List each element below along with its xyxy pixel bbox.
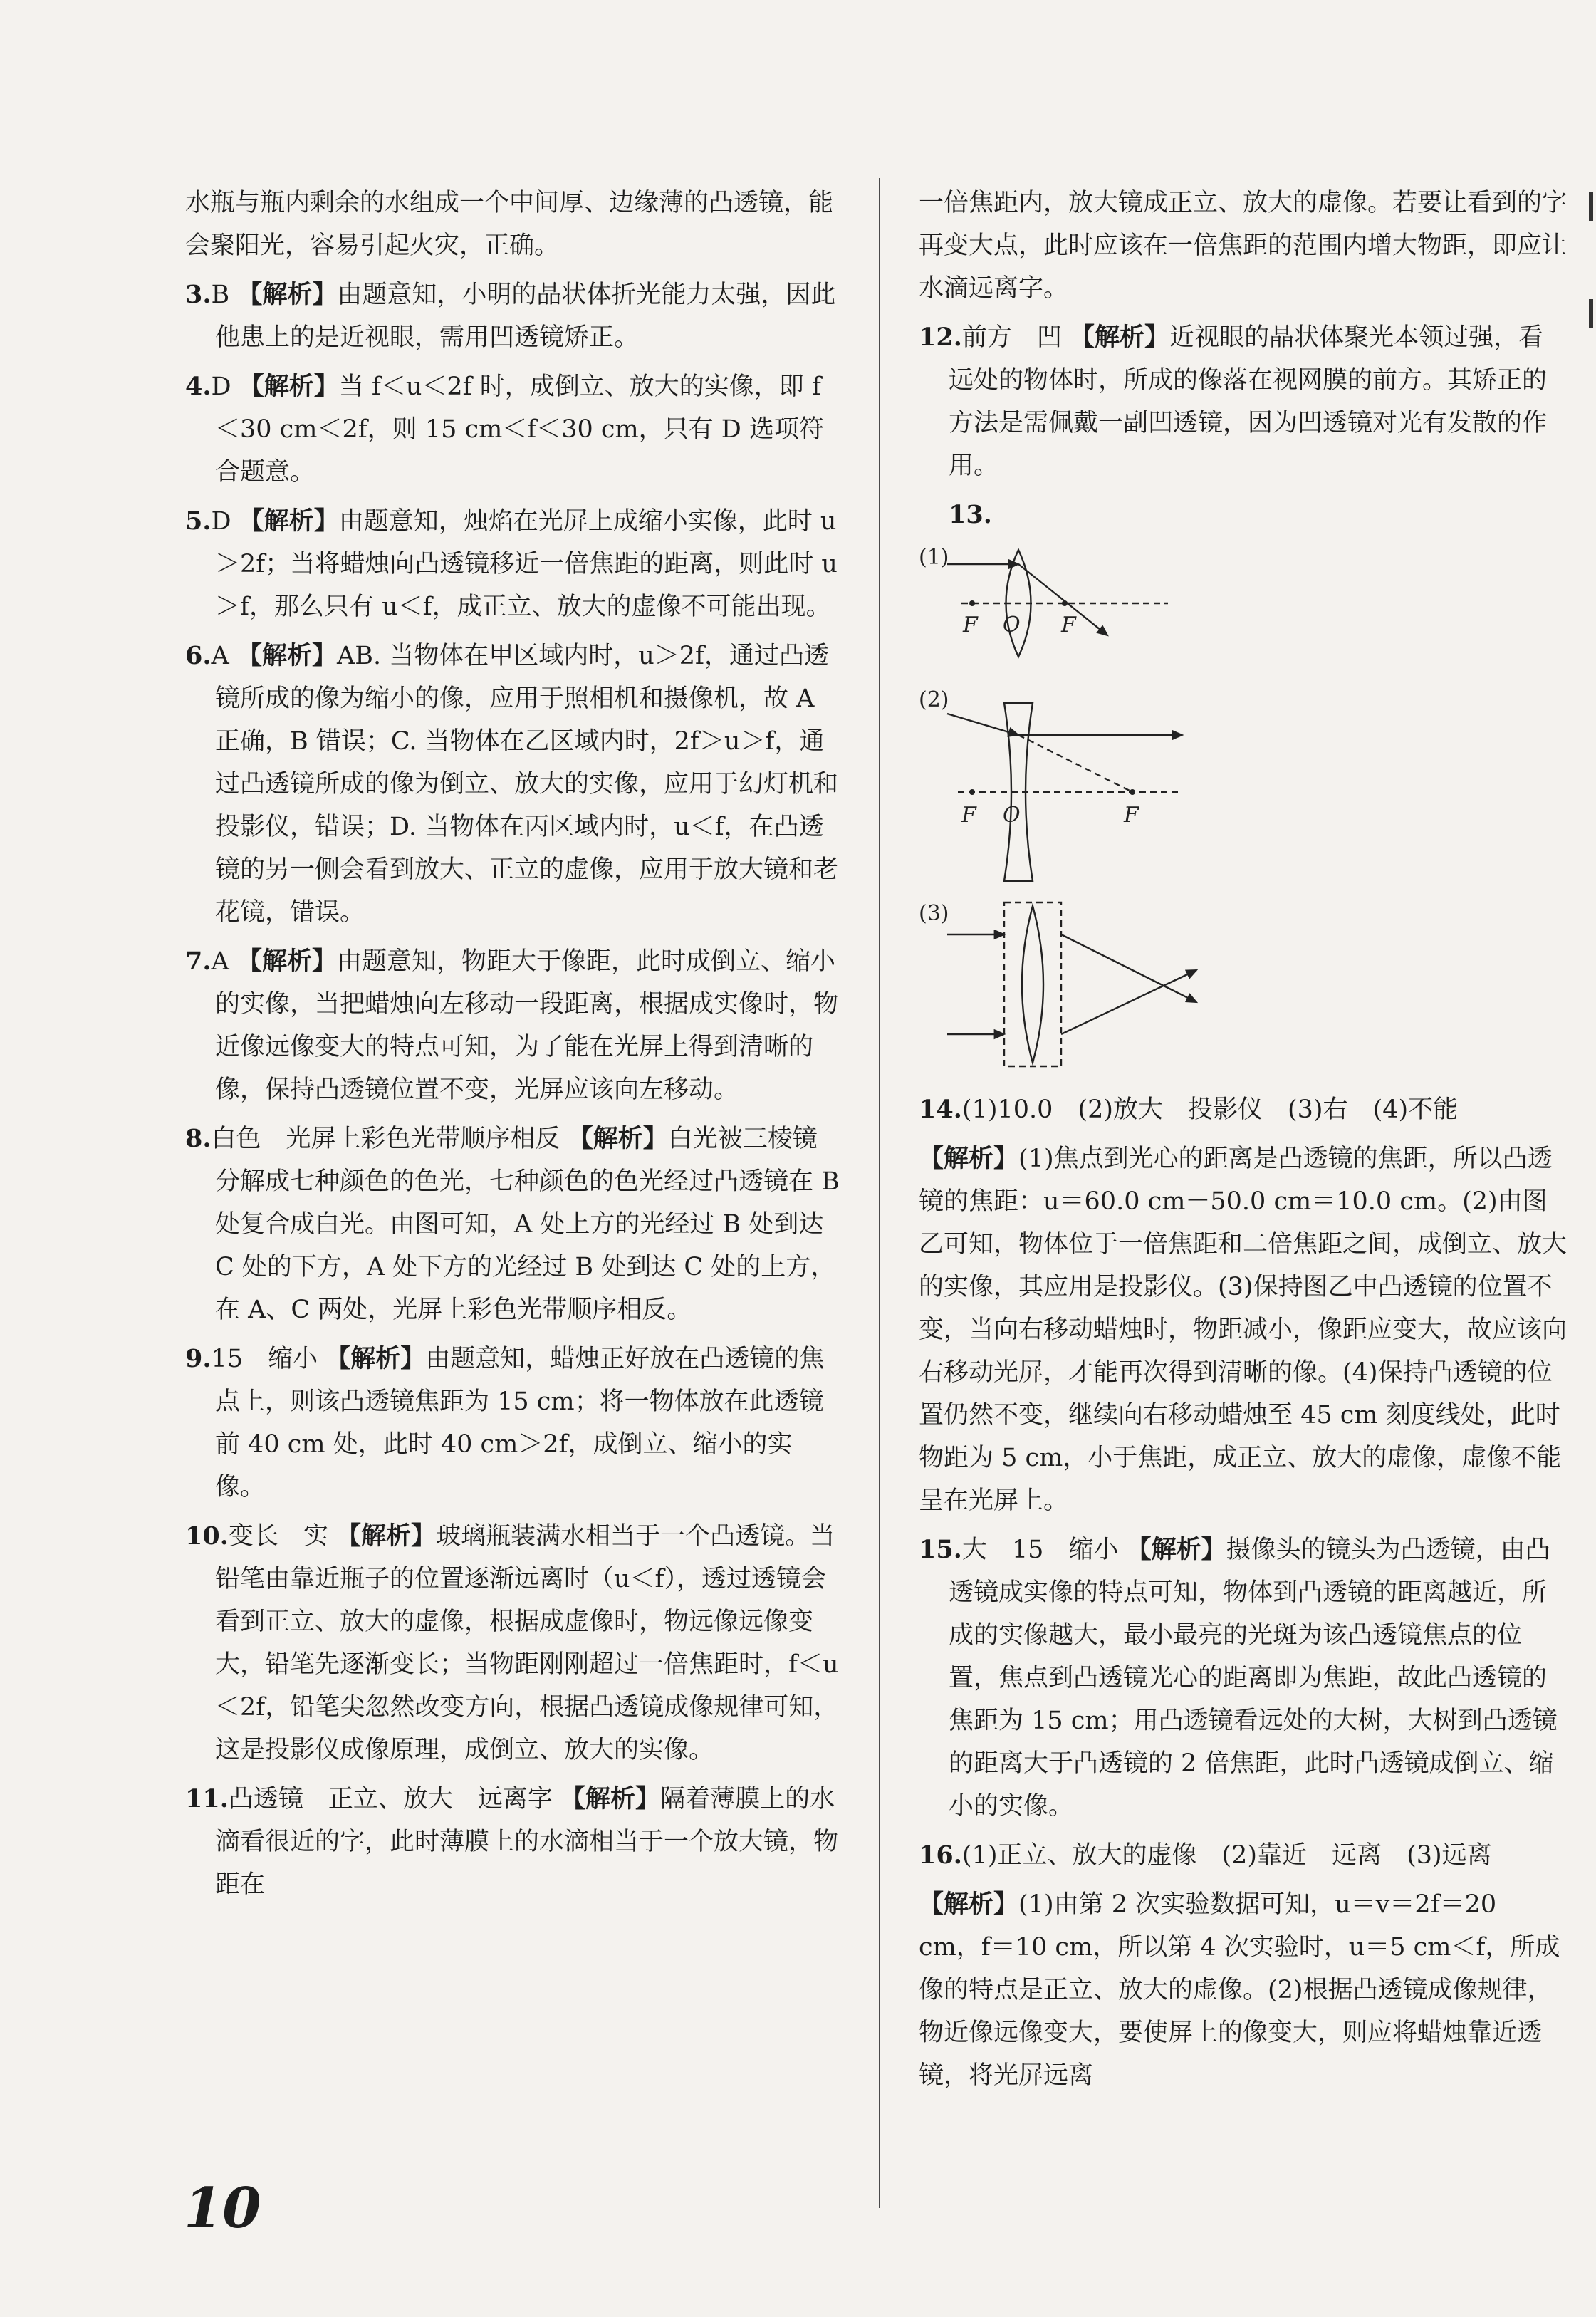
diagram-1-focus-right: F xyxy=(1061,613,1076,637)
answer-explanation-text: AB. 当物体在甲区域内时，u＞2f，通过凸透镜所成的像为缩小的像，应用于照相机和摄像机，故 A 正确，B 错误；C. 当物体在乙区域内时，2f＞u＞f，通过凸透镜所成的像为倒立、放大的实像，应用于幻灯机和投影仪，错误；D. 当物体在丙区域内时，u＜f，在凸透镜的另一侧会看到放大、正立的虚像，应用于放大镜和老花镜，错误。 xyxy=(215,642,839,927)
diagram-3-label: (3) xyxy=(919,901,949,926)
answer-explanation-text: 当 f＜u＜2f 时，成倒立、放大的实像，即 f＜30 cm＜2f，则 15 cm＜f＜30 cm，只有 D 选项符合题意。 xyxy=(215,373,824,486)
answer-explanation-text: (1)焦点到光心的距离是凸透镜的焦距，所以凸透镜的焦距：u＝60.0 cm－50.0 cm＝10.0 cm。(2)由图乙可知，物体位于一倍焦距和二倍焦距之间，成倒立、放大的实像，其应用是投影仪。(3)保持图乙中凸透镜的位置不变，当向右移动蜡烛时，物距减小，像距应变大，故应该向右移动光屏，才能再次得到清晰的像。(4)保持凸透镜的位置仍然不变，继续向右移动蜡烛至 45 cm 刻度线处，此时物距为 5 cm，小于焦距，成正立、放大的虚像，虚像不能呈在光屏上。 xyxy=(919,1145,1568,1515)
right-question-item xyxy=(919,1834,1567,1877)
left-question-item xyxy=(185,274,840,359)
explanation-label: 【解析】 xyxy=(919,1144,1019,1173)
question-number: 3. xyxy=(185,280,212,309)
diagram-1-focus-left: F xyxy=(963,613,978,637)
answer-text: A xyxy=(211,947,237,976)
left-question-item xyxy=(185,1515,840,1771)
diagram-2-extension xyxy=(1018,735,1132,792)
question-number: 10. xyxy=(185,1521,229,1551)
explanation-label: 【解析】 xyxy=(1126,1535,1226,1564)
left-question-item xyxy=(185,365,840,494)
explanation-label: 【解析】 xyxy=(568,1124,668,1153)
right-column xyxy=(919,182,1567,2103)
column-divider xyxy=(879,178,880,2208)
question-number: 5. xyxy=(185,506,212,536)
answer-explanation-text: 隔着薄膜上的水滴看很近的字，此时薄膜上的水滴相当于一个放大镜，物距在 xyxy=(215,1785,839,1899)
explanation-label: 【解析】 xyxy=(237,280,338,309)
answer-text: (1)10.0 (2)放大 投影仪 (3)右 (4)不能 xyxy=(961,1095,1459,1124)
answer-explanation-text: 由题意知，蜡烛正好放在凸透镜的焦点上，则该凸透镜焦距为 15 cm；将一物体放在此透镜前 40 cm 处，此时 40 cm＞2f，成倒立、缩小的实像。 xyxy=(215,1345,825,1501)
left-question-item xyxy=(185,500,840,628)
left-question-item xyxy=(185,940,840,1111)
diagram-3-convex-lens xyxy=(1022,906,1043,1063)
answer-text: D xyxy=(211,507,239,536)
answer-text: B xyxy=(211,281,238,309)
question-number: 4. xyxy=(185,372,212,401)
right-continued-text xyxy=(919,182,1567,310)
answer-explanation-text: 由题意知，烛焰在光屏上成缩小实像，此时 u＞2f；当将蜡烛向凸透镜移近一倍焦距的距离，则此时 u＞f，那么只有 u＜f，成正立、放大的虚像不可能出现。 xyxy=(215,507,838,621)
question-number: 7. xyxy=(185,947,212,976)
answer-explanation-text: 由题意知，物距大于像距，此时成倒立、缩小的实像，当把蜡烛向左移动一段距离，根据成实像时，物近像远像变大的特点可知，为了能在光屏上得到清晰的像，保持凸透镜位置不变，光屏应该向左移动。 xyxy=(215,947,839,1104)
left-question-item xyxy=(185,635,840,934)
answer-explanation-text: 水瓶与瓶内剩余的水组成一个中间厚、边缘薄的凸透镜，能会聚阳光，容易引起火灾，正确。 xyxy=(185,189,834,260)
right-question-item xyxy=(919,316,1567,487)
answer-text: A xyxy=(211,642,237,670)
edge-mark-top xyxy=(1589,192,1593,221)
answer-text: 白色 光屏上彩色光带顺序相反 xyxy=(211,1125,568,1153)
diagram-2-label: (2) xyxy=(919,687,949,712)
right-question-item xyxy=(919,1529,1567,1828)
right-item-13 xyxy=(919,494,1567,536)
answer-text: (1)正立、放大的虚像 (2)靠近 远离 (3)远离 xyxy=(961,1841,1492,1870)
explanation-label: 【解析】 xyxy=(560,1784,661,1813)
explanation-label: 【解析】 xyxy=(239,372,339,401)
left-continued-text xyxy=(185,182,840,267)
diagram-1-label: (1) xyxy=(919,545,949,570)
answer-text: D xyxy=(211,373,239,401)
explanation-label: 【解析】 xyxy=(919,1890,1019,1919)
question-13-diagrams xyxy=(919,543,1567,1077)
answer-explanation-text: 由题意知，小明的晶状体折光能力太强，因此他患上的是近视眼，需用凹透镜矫正。 xyxy=(215,281,836,352)
explanation-label: 【解析】 xyxy=(336,1521,437,1551)
question-number: 8. xyxy=(185,1124,212,1153)
left-question-item xyxy=(185,1778,840,1906)
question-number: 6. xyxy=(185,641,212,670)
ray-diagram-svg xyxy=(919,543,1218,1077)
question-number: 14. xyxy=(919,1095,962,1124)
question-number: 11. xyxy=(185,1784,229,1813)
question-number: 9. xyxy=(185,1344,212,1373)
diagram-2-focus-left-dot xyxy=(969,789,975,795)
answer-explanation-text: 近视眼的晶状体聚光本领过强，看远处的物体时，所成的像落在视网膜的前方。其矫正的方法是需佩戴一副凹透镜，因为凹透镜对光有发散的作用。 xyxy=(949,323,1548,480)
diagram-3-exit-ray-top xyxy=(1061,934,1196,1002)
diagram-3-exit-ray-bottom xyxy=(1061,970,1196,1034)
answer-text: 凸透镜 正立、放大 远离字 xyxy=(228,1785,561,1813)
answer-explanation-text: (1)由第 2 次实验数据可知，u＝v＝2f＝20 cm，f＝10 cm，所以第 4 次实验时，u＝5 cm＜f，所成像的特点是正立、放大的虚像。(2)根据凸透镜成像规律，物近像远像变大，要使屏上的像变大，则应将蜡烛靠近透镜，将光屏远离 xyxy=(919,1890,1560,2090)
answer-text: 15 缩小 xyxy=(211,1345,326,1373)
answer-explanation-text: 白光被三棱镜分解成七种颜色的色光，七种颜色的色光经过凸透镜在 B 处复合成白光。由图可知，A 处上方的光经过 B 处到达 C 处的下方，A 处下方的光经过 B 处到达 C 处的上方，在 A、C 两处，光屏上彩色光带顺序相反。 xyxy=(215,1125,840,1324)
diagram-2-focus-right-dot xyxy=(1130,789,1135,795)
question-number: 12. xyxy=(919,323,962,352)
diagram-1-center: O xyxy=(1003,613,1021,637)
left-question-item xyxy=(185,1118,840,1331)
left-question-item xyxy=(185,1338,840,1509)
question-number: 13. xyxy=(949,500,992,529)
left-column xyxy=(185,182,840,1912)
diagram-1-focus-right-dot xyxy=(1062,600,1068,606)
explanation-label: 【解析】 xyxy=(325,1344,426,1373)
edge-mark-bottom xyxy=(1589,299,1593,328)
answer-text: 前方 凹 xyxy=(961,323,1070,352)
page-number: 10 xyxy=(184,2176,261,2241)
explanation-label: 【解析】 xyxy=(239,506,339,536)
right-explanation-paragraph xyxy=(919,1883,1567,2097)
explanation-label: 【解析】 xyxy=(236,641,337,670)
diagram-2-center: O xyxy=(1003,803,1021,828)
question-number: 16. xyxy=(919,1840,962,1870)
question-number: 15. xyxy=(919,1535,962,1564)
diagram-2-focus-left: F xyxy=(961,803,976,828)
diagram-1-focus-left-dot xyxy=(969,600,975,606)
explanation-label: 【解析】 xyxy=(1070,323,1170,352)
explanation-label: 【解析】 xyxy=(236,947,337,976)
diagram-3-box xyxy=(1004,902,1061,1066)
answer-text: 大 15 缩小 xyxy=(961,1536,1127,1564)
answer-explanation-text: 摄像头的镜头为凸透镜，由凸透镜成实像的特点可知，物体到凸透镜的距离越近，所成的实像越大，最小最亮的光斑为该凸透镜焦点的位置，焦点到凸透镜光心的距离即为焦距，故此凸透镜的焦距为 15 cm；用凸透镜看远处的大树，大树到凸透镜的距离大于凸透镜的 2 倍焦距，此时凸透镜成倒立、缩小的实像。 xyxy=(949,1536,1558,1821)
answer-explanation-text: 一倍焦距内，放大镜成正立、放大的虚像。若要让看到的字再变大点，此时应该在一倍焦距的范围内增大物距，即应让水滴远离字。 xyxy=(919,189,1568,303)
answer-explanation-text: 玻璃瓶装满水相当于一个凸透镜。当铅笔由靠近瓶子的位置逐渐远离时（u＜f），透过透镜会看到正立、放大的虚像，根据成虚像时，物远像远像变大，铅笔先逐渐变长；当物距刚刚超过一倍焦距时，f＜u＜2f，铅笔尖忽然改变方向，根据凸透镜成像规律可知，这是投影仪成像原理，成倒立、放大的实像。 xyxy=(215,1522,839,1764)
right-question-item xyxy=(919,1088,1567,1131)
right-explanation-paragraph xyxy=(919,1137,1567,1522)
diagram-2-focus-right: F xyxy=(1124,803,1139,828)
answer-text: 变长 实 xyxy=(228,1522,337,1551)
